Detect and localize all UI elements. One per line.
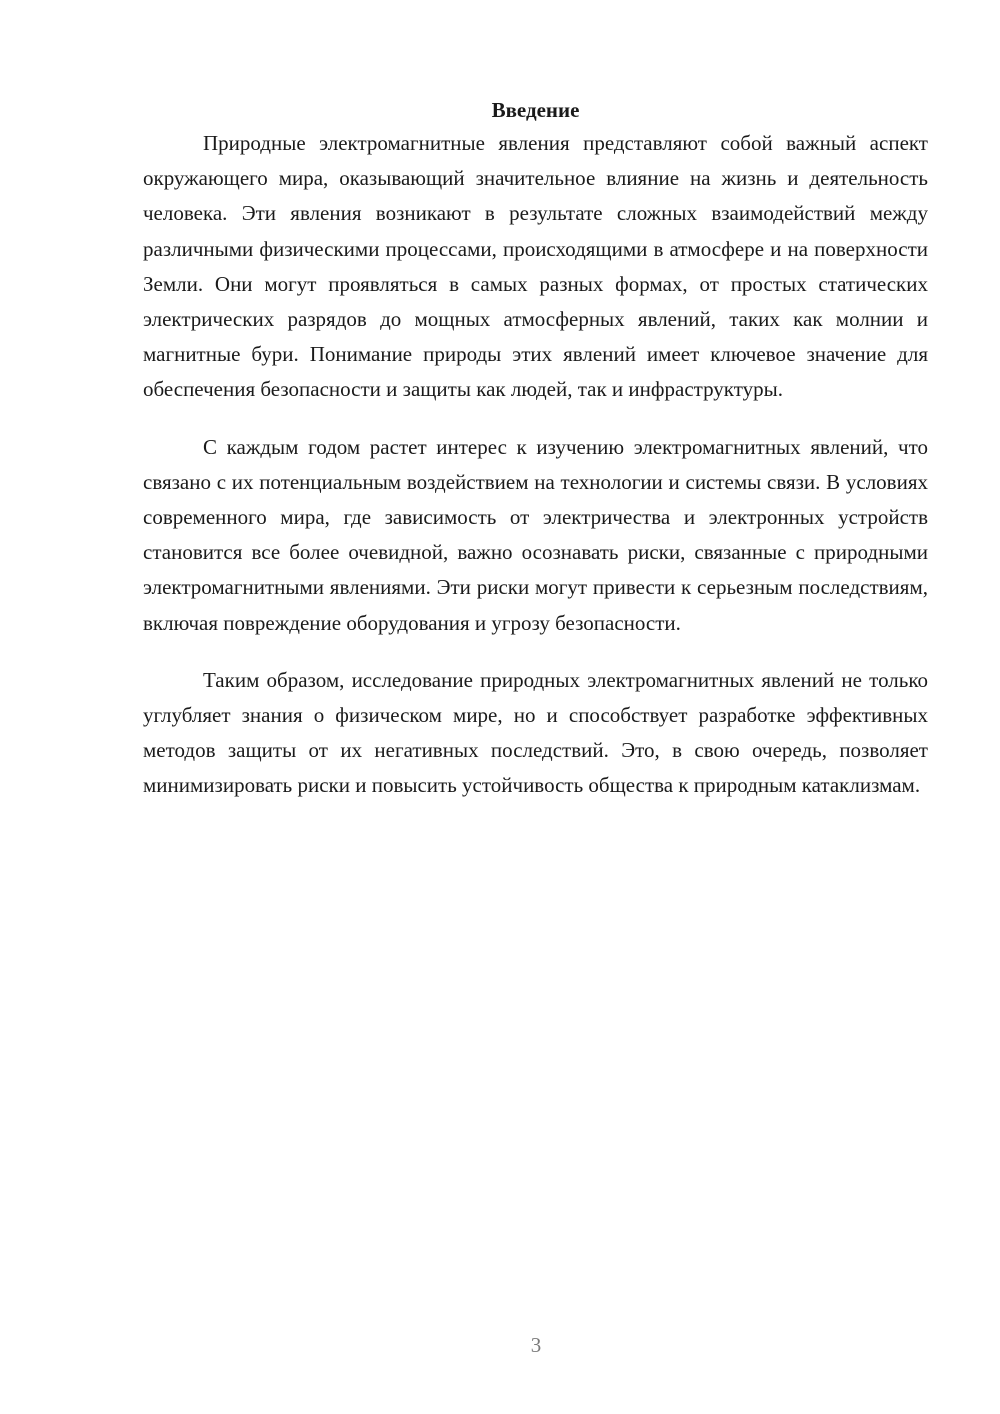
page-content	[143, 92, 928, 826]
section-heading: Введение	[491, 98, 580, 122]
paragraph-1: Природные электромагнитные явления представляют собой важный аспект окружающего мира, оказывающий значительное влияние на жизнь и деятельность человека. Эти явления возникают в результате сложных взаимодействий между различными физическими процессами, происходящими в атмосфере и на поверхности Земли. Они могут проявляться в самых разных формах, от простых статических электрических разрядов до мощных атмосферных явлений, таких как молнии и магнитные бури. Понимание природы этих явлений имеет ключевое значение для обеспечения безопасности и защиты как людей, так и инфраструктуры.	[143, 131, 928, 402]
page-number: 3	[530, 1333, 542, 1357]
paragraph-3: Таким образом, исследование природных электромагнитных явлений не только углубляет знания о физическом мире, но и способствует разработке эффективных методов защиты от их негативных последствий. Это, в свою очередь, позволяет минимизировать риски и повысить устойчивость общества к природным катаклизмам.	[143, 667, 928, 798]
paragraph-2: С каждым годом растет интерес к изучению электромагнитных явлений, что связано с их потенциальным воздействием на технологии и системы связи. В условиях современного мира, где зависимость от электричества и электронных устройств становится все более очевидной, важно осознавать риски, связанные с природными электромагнитными явлениями. Эти риски могут привести к серьезным последствиям, включая повреждение оборудования и угрозу безопасности.	[143, 434, 928, 635]
